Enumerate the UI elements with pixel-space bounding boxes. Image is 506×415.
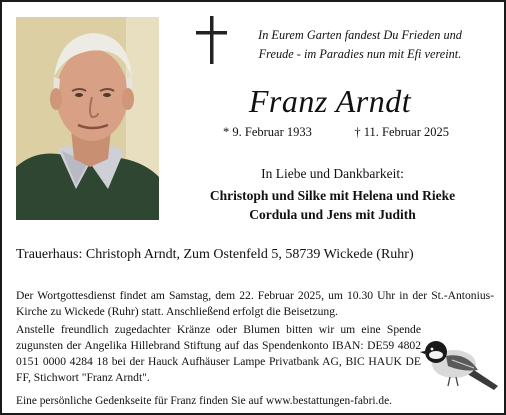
verse-text [240, 26, 480, 64]
mourners-list [175, 186, 490, 224]
birth-date: * 9. Februar 1933 [223, 125, 312, 139]
deceased-name: Franz Arndt [248, 83, 412, 119]
memorial-page-note: Eine persönliche Gedenkseite für Franz finden Sie auf www.bestattungen-fabri.de. [16, 395, 392, 407]
donation-paragraph: Anstelle freundlich zugedachter Kränze oder Blumen bitten wir um eine Spende zugunsten der Angelika Hillebrand Stiftung auf das Spendenkonto IBAN: DE59 4802 0151 0000 4284 18 bei der Hauck Aufhäuser Lampe Privatbank AG, BIC HAUK DE FF, Stichwort "Franz Arndt". [16, 323, 421, 384]
bird-icon [420, 332, 500, 397]
cross-icon [195, 16, 229, 71]
verse-line-1: In Eurem Garten fandest Du Frieden und [258, 28, 462, 42]
mourning-house-address: Trauerhaus: Christoph Arndt, Zum Ostenfeld 5, 58739 Wickede (Ruhr) [16, 247, 414, 262]
death-date: † 11. Februar 2025 [354, 125, 449, 139]
mourners-line-2: Cordula und Jens mit Judith [249, 207, 416, 222]
verse-line-2: Freude - im Paradies nun mit Efi vereint. [258, 47, 462, 61]
portrait-photo [16, 17, 159, 220]
service-paragraph: Der Wortgottesdienst findet am Samstag, dem 22. Februar 2025, um 10.30 Uhr in der St.-Antonius-Kirche zu Wickede (Ruhr) statt. Anschließend erfolgt die Beisetzung. [16, 289, 494, 318]
life-dates [197, 125, 479, 140]
mourners-line-1: Christoph und Silke mit Helena und Rieke [209, 188, 456, 203]
mourning-intro: In Liebe und Dankbarkeit: [261, 166, 404, 181]
